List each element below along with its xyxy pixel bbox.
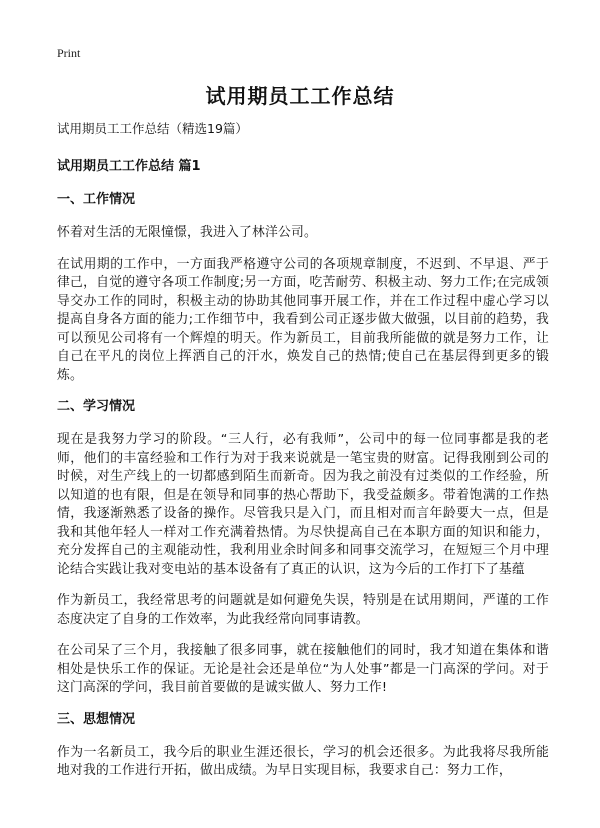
article-heading: 试用期员工工作总结 篇1 [57,159,201,174]
paragraph: 怀着对生活的无限憧憬，我进入了林洋公司。 [57,225,317,240]
paragraph: 现在是我努力学习的阶段。“三人行，必有我师”，公司中的每一位同事都是我的老师，他们的丰富经验和工作行为对于我来说就是一笔宝贵的财富。记得我刚到公司的时候，对生产线上的一切都感到陌生而新奇。因为我之前没有过类似的工作经验，所以知道的也有限，但是在领导和同事的热心帮助下，我受益颇多。带着饱满的工作热情，我逐渐熟悉了设备的操作。尽管我只是入门，而且相对而言年龄要大一点，但是我和其他年轻人一样对工作充满着热情。为尽快提高自己在本职方面的知识和能力，充分发挥自己的主观能动性，我利用业余时间多和同事交流学习，在短短三个月中理论结合实践让我对变电站的基本设备有了真正的认识，这为今后的工作打下了基蕴 [57,432,549,577]
paragraph: 在试用期的工作中，一方面我严格遵守公司的各项规章制度，不迟到、不早退、严于律己，自觉的遵守各项工作制度;另一方面，吃苦耐劳、积极主动、努力工作;在完成领导交办工作的同时，积极主动的协助其他同事开展工作，并在工作过程中虚心学习以提高自身各方面的能力;工作细节中，我看到公司正逐步做大做强，以目前的趋势，我可以预见公司将有一个辉煌的明天。作为新员工，目前我所能做的就是努力工作，让自己在平凡的岗位上挥洒自己的汗水，焕发自己的热情;使自己在基层得到更多的锻炼。 [57,256,549,383]
document-subtitle: 试用期员工工作总结（精选19篇） [57,121,248,136]
section-heading-thoughts: 三、思想情况 [57,711,136,727]
document-body [57,120,549,794]
print-link[interactable]: Print [57,46,81,60]
section-heading-work: 一、工作情况 [57,192,136,207]
paragraph: 在公司呆了三个月，我接触了很多同事，就在接触他们的同时，我才知道在集体和谐相处是快乐工作的保证。无论是社会还是单位“为人处事”都是一门高深的学问。对于这门高深的学问，我目前首要做的是诚实做人、努力工作! [57,643,549,695]
section-heading-study: 二、学习情况 [57,399,136,414]
paragraph: 作为新员工，我经常思考的问题就是如何避免失误，特别是在试用期间，严谨的工作态度决定了自身的工作效率，为此我经常向同事请教。 [57,593,549,627]
paragraph: 作为一名新员工，我今后的职业生涯还很长，学习的机会还很多。为此我将尽我所能地对我的工作进行开拓，做出成绩。为早日实现目标，我要求自己：努力工作， [57,744,549,778]
page-title: 试用期员工工作总结 [205,84,395,108]
